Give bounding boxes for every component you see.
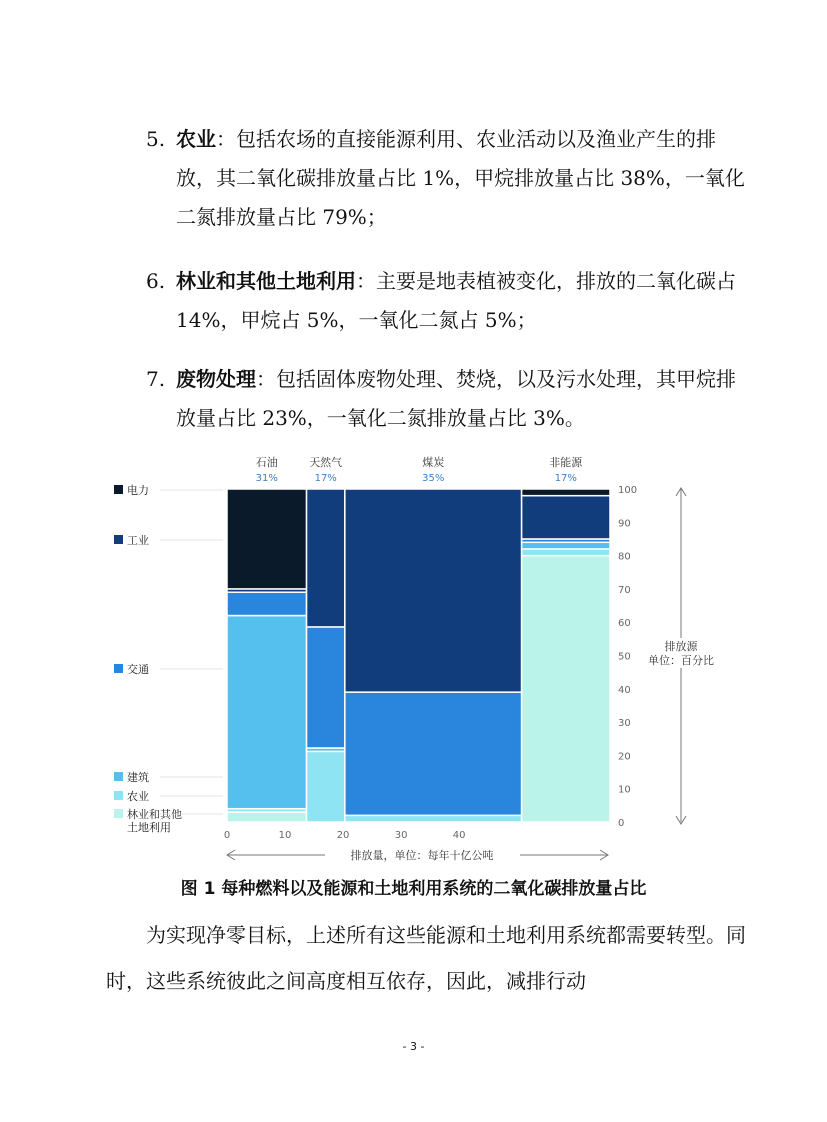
bar-segment [307,627,345,748]
legend-label: 林业和其他 [127,808,182,821]
page-number: - 3 - [402,1040,425,1053]
column-header-name: 石油 [255,456,278,469]
y-tick-label: 90 [618,518,631,530]
bar-segment [522,496,610,539]
item-heading: 废物处理 [176,367,256,391]
y-tick-label: 60 [618,618,631,630]
figure-caption: 图 1 每种燃料以及能源和土地利用系统的二氧化碳排放量占比 [180,879,647,899]
x-tick-label: 20 [336,830,350,841]
item-number: 7. [146,367,166,391]
bar-segment [345,489,522,692]
y-tick-label: 40 [618,684,631,696]
bar-segment [227,616,307,809]
legend-swatch [114,485,123,494]
y-tick-label: 20 [618,751,631,763]
legend-swatch [114,535,123,544]
bar-segment [345,815,522,822]
y-axis-label: 单位：百分比 [648,654,714,667]
column-header-share: 31% [255,473,278,484]
column-header-name: 煤炭 [422,456,445,469]
body-paragraph: 为实现净零目标，上述所有这些能源和土地利用系统都需要转型。同时，这些系统彼此之间高度相互依存，因此，减排行动 [106,923,746,993]
column-header-share: 35% [422,473,445,484]
y-tick-label: 80 [618,551,631,563]
x-tick-label: 10 [278,830,292,841]
bar-segment [522,549,610,556]
column-header-name: 天然气 [309,456,343,469]
legend-swatch [114,664,123,673]
y-tick-label: 70 [618,584,631,596]
column-header-share: 17% [314,473,337,484]
x-tick-label: 30 [394,830,408,841]
item-number: 6. [146,269,166,293]
list-item-6 [146,262,746,340]
bar-segment [227,592,307,615]
bar-segment [522,489,610,496]
item-text: ：包括农场的直接能源利用、农业活动以及渔业产生的排放，其二氧化碳排放量占比 1%，甲烷排放量占比 38%，一氧化二氮排放量占比 79%； [176,127,745,229]
item-text: ：包括固体废物处理、焚烧，以及污水处理，其甲烷排放量占比 23%，一氧化二氮排放量占比 3%。 [176,367,736,430]
legend-label: 电力 [127,484,149,497]
bar-segment [227,812,307,822]
bar-segment [227,489,307,589]
item-number: 5. [146,127,166,151]
x-tick-label: 0 [223,830,231,841]
y-tick-label: 10 [618,784,631,796]
legend-label: 土地利用 [127,821,171,834]
legend-swatch [114,809,123,818]
item-heading: 林业和其他土地利用 [176,269,356,293]
bar-segment [307,489,345,627]
legend-label: 工业 [127,534,149,547]
column-header-share: 17% [554,473,577,484]
y-tick-label: 0 [618,818,625,829]
legend-swatch [114,772,123,781]
list-item-7 [146,360,746,438]
legend-label: 交通 [127,663,149,676]
bar-segment [522,556,610,822]
list-item-5 [146,120,746,237]
y-tick-label: 100 [618,485,638,496]
item-heading: 农业 [176,127,216,151]
item-text: ：主要是地表植被变化，排放的二氧化碳占 14%，甲烷占 5%，一氧化二氮占 5%； [176,269,736,332]
bar-segment [522,542,610,549]
bar-segment [345,692,522,815]
bar-segment [307,751,345,822]
legend-label: 建筑 [127,771,149,784]
legend-label: 农业 [127,790,149,803]
y-tick-label: 30 [618,718,631,730]
legend-swatch [114,791,123,800]
y-axis-label: 排放源 [664,640,698,653]
x-tick-label: 40 [452,830,466,841]
emissions-marimekko-chart [100,450,740,870]
y-tick-label: 50 [618,651,631,663]
column-header-name: 非能源 [549,456,583,469]
x-axis-label: 排放量，单位：每年十亿公吨 [350,849,494,862]
